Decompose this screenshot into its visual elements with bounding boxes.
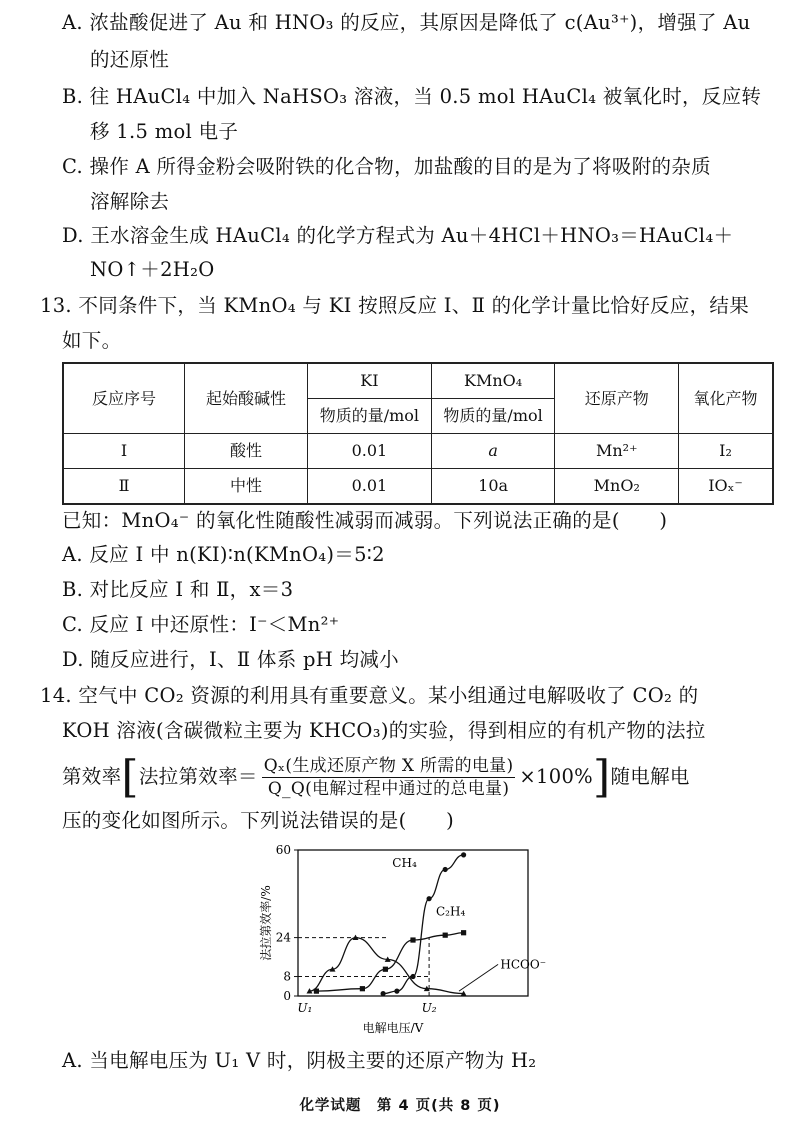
data-point (383, 967, 388, 972)
th-red: 还原产物 (555, 363, 679, 434)
cell-ox: I₂ (679, 434, 773, 469)
hcoo-leader-line (459, 964, 498, 991)
q14-line3-post: 随电解电 (610, 765, 690, 788)
q13-option-b: B. 对比反应 Ⅰ 和 Ⅱ，x＝3 (62, 578, 294, 601)
x-tick-label: U₂ (421, 1001, 437, 1015)
data-point (381, 991, 386, 996)
cell-red: Mn²⁺ (555, 434, 679, 469)
y-tick-label: 24 (275, 930, 291, 945)
q14-stem-line4: 压的变化如图所示。下列说法错误的是( ) (62, 809, 455, 832)
y-axis-label: 法拉第效率/% (259, 885, 273, 961)
y-tick-label: 60 (275, 843, 291, 857)
q12-option-b-line2: 移 1.5 mol 电子 (90, 120, 239, 143)
cell-red: MnO₂ (555, 469, 679, 505)
q12-option-c-line2: 溶解除去 (90, 190, 170, 213)
x-tick-label: U₁ (297, 1001, 313, 1015)
th-ki-amount: 物质的量/mol (308, 399, 432, 434)
faraday-efficiency-chart (258, 838, 558, 1048)
q14-stem-line2: KOH 溶液(含碳微粒主要为 KHCO₃)的实验，得到相应的有机产物的法拉 (62, 719, 706, 742)
cell-ki: 0.01 (308, 434, 432, 469)
q12-option-c-line1: C. 操作 A 所得金粉会吸附铁的化合物，加盐酸的目的是为了将吸附的杂质 (62, 155, 711, 178)
data-point (410, 974, 415, 979)
table-row (63, 469, 773, 505)
data-point (443, 867, 448, 872)
th-kmno4: KMnO₄ (431, 363, 555, 399)
q14-option-a: A. 当电解电压为 U₁ V 时，阴极主要的还原产物为 H₂ (62, 1049, 537, 1072)
left-bracket: [ (121, 751, 139, 803)
q13-option-a: A. 反应 Ⅰ 中 n(KI)∶n(KMnO₄)＝5∶2 (62, 543, 385, 566)
q14-stem-line1: 14. 空气中 CO₂ 资源的利用具有重要意义。某小组通过电解吸收了 CO₂ 的 (40, 684, 699, 707)
th-kmno4-amount: 物质的量/mol (431, 399, 555, 434)
faraday-fraction (262, 755, 516, 800)
data-point (394, 989, 399, 994)
series-label-ch4: CH₄ (392, 856, 417, 871)
page-footer: 化学试题 第 4 页(共 8 页) (299, 1098, 501, 1114)
x-axis-label: 电解电压/V (362, 1021, 424, 1035)
series-line (310, 938, 464, 994)
data-point (461, 852, 466, 857)
th-ki: KI (308, 363, 432, 399)
data-point (461, 930, 466, 935)
series-label-c2h4: C₂H₄ (436, 904, 466, 919)
series-line (316, 933, 463, 991)
data-point (410, 937, 415, 942)
data-point (360, 986, 365, 991)
q12-option-a-line1: A. 浓盐酸促进了 Au 和 HNO₃ 的反应，其原因是降低了 c(Au³⁺)，增强了 Au (62, 11, 751, 34)
q14-line3-pre: 第效率 (62, 765, 122, 788)
table-row (63, 434, 773, 469)
cell-seq: Ⅱ (63, 469, 185, 505)
q13-stem-line2: 如下。 (62, 329, 122, 352)
cell-ox: IOₓ⁻ (679, 469, 773, 505)
series-line (383, 855, 464, 994)
cell-ki: 0.01 (308, 469, 432, 505)
right-bracket: ] (593, 751, 611, 803)
q12-option-d-line1: D. 王水溶金生成 HAuCl₄ 的化学方程式为 Au＋4HCl＋HNO₃＝HAuCl₄＋ (62, 224, 734, 247)
q13-table (62, 362, 774, 505)
q12-option-b-line1: B. 往 HAuCl₄ 中加入 NaHSO₃ 溶液，当 0.5 mol HAuCl₄ 被氧化时，反应转 (62, 85, 762, 108)
cell-env: 酸性 (185, 434, 308, 469)
q12-option-a-line2: 的还原性 (90, 48, 170, 71)
cell-kmno4: 10a (431, 469, 555, 505)
cell-kmno4: a (431, 434, 555, 469)
data-point (427, 896, 432, 901)
th-seq: 反应序号 (63, 363, 185, 434)
y-tick-label: 8 (283, 969, 291, 984)
cell-env: 中性 (185, 469, 308, 505)
q13-option-c: C. 反应 Ⅰ 中还原性：I⁻＜Mn²⁺ (62, 613, 340, 636)
q14-stem-line3 (62, 753, 690, 801)
q13-known: 已知：MnO₄⁻ 的氧化性随酸性减弱而减弱。下列说法正确的是( ) (62, 509, 668, 532)
q13-option-d: D. 随反应进行，Ⅰ、Ⅱ 体系 pH 均减小 (62, 648, 399, 671)
q13-stem-line1: 13. 不同条件下，当 KMnO₄ 与 KI 按照反应 Ⅰ、Ⅱ 的化学计量比恰好反应，结果 (40, 294, 750, 317)
th-ox: 氧化产物 (679, 363, 773, 434)
formula-label: 法拉第效率＝ (138, 765, 258, 788)
q12-option-d-line2: NO↑＋2H₂O (90, 258, 215, 281)
fraction-denominator: Q_Q(电解过程中通过的总电量) (267, 779, 510, 799)
formula-post: ×100% (519, 765, 593, 788)
fraction-numerator: Qₓ(生成还原产物 X 所需的电量) (263, 756, 514, 776)
cell-seq: Ⅰ (63, 434, 185, 469)
th-env: 起始酸碱性 (185, 363, 308, 434)
y-tick-label: 0 (283, 989, 291, 1003)
series-label-hcoo: HCOO⁻ (500, 957, 547, 972)
data-point (443, 933, 448, 938)
